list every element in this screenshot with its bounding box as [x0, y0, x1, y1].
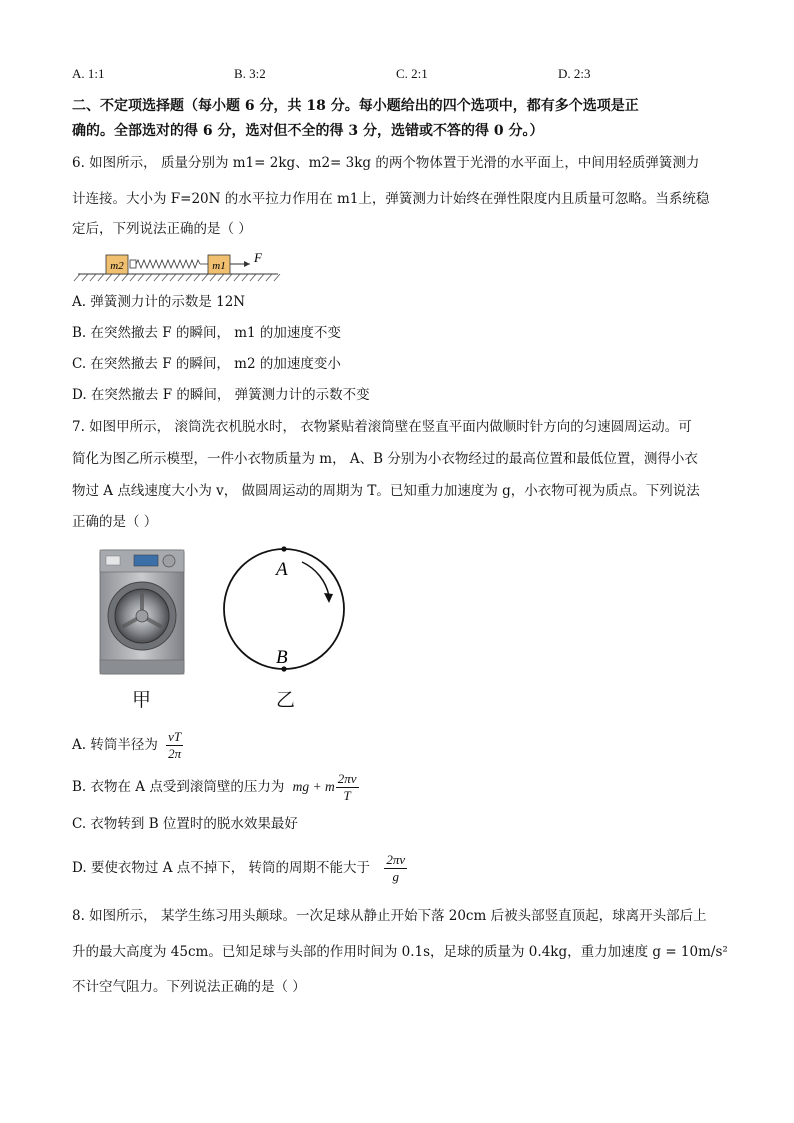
q7-option-a-fraction — [166, 729, 183, 762]
q6-option-c[interactable]: C. 在突然撤去 F 的瞬间， m2 的加速度变小 — [72, 356, 341, 372]
block-m1-label: m1 — [212, 260, 226, 272]
q7-option-b-expr: mg + m — [292, 779, 335, 794]
washing-machine-image — [98, 548, 186, 678]
q6-stem-line3: 定后，下列说法正确的是（ ） — [72, 221, 252, 237]
figure-label-yi: 乙 — [276, 689, 296, 711]
block-m2-label: m2 — [110, 260, 124, 272]
point-a-dot — [281, 546, 286, 551]
point-b-label: B — [276, 647, 288, 668]
q7-option-b[interactable] — [72, 766, 359, 808]
circle-motion-diagram — [218, 546, 352, 676]
q7-option-b-text: B. 衣物在 A 点受到滚筒壁的压力为 — [72, 779, 285, 795]
frac-denominator: g — [392, 869, 399, 884]
q6-spring-figure — [72, 248, 292, 282]
force-arrow-icon — [244, 261, 250, 267]
spring-scale — [136, 260, 200, 268]
force-label: F — [254, 250, 262, 265]
q5-option-c[interactable]: C. 2:1 — [396, 66, 428, 81]
q5-option-d[interactable]: D. 2:3 — [558, 66, 591, 81]
frac-numerator: 2πv — [386, 852, 406, 867]
q7-option-c[interactable]: C. 衣物转到 B 位置时的脱水效果最好 — [72, 816, 298, 832]
q7-option-d[interactable] — [72, 847, 407, 889]
arrow-down-icon — [324, 593, 333, 603]
frac-numerator: 2πv — [337, 771, 357, 786]
frac-denominator: T — [343, 788, 351, 803]
point-a-label: A — [276, 559, 288, 580]
clockwise-arc — [302, 562, 329, 596]
dial-icon — [163, 555, 175, 567]
q8-stem-line2: 升的最大高度为 45cm。已知足球与头部的作用时间为 0.1s，足球的质量为 0.4kg，重力加速度 g = 10m/s² — [72, 944, 728, 960]
q7-option-d-fraction — [384, 852, 407, 885]
q6-option-a[interactable]: A. 弹簧测力计的示数是 12N — [72, 294, 246, 310]
q7-option-b-fraction — [336, 771, 359, 804]
q5-option-b[interactable]: B. 3:2 — [234, 66, 266, 81]
q7-option-a-text: A. 转筒半径为 — [72, 737, 158, 753]
q7-stem-line4: 正确的是（ ） — [72, 514, 158, 530]
control-display — [134, 555, 158, 566]
q8-stem-line1: 8. 如图所示， 某学生练习用头颠球。一次足球从静止开始下落 20cm 后被头部竖直顶起，球离开头部后上 — [72, 908, 707, 924]
q7-option-a[interactable] — [72, 724, 183, 766]
q7-stem-line1: 7. 如图甲所示， 滚筒洗衣机脱水时， 衣物紧贴着滚筒壁在竖直平面内做顺时针方向的匀速圆周运动。可 — [72, 419, 692, 435]
q7-stem-line2: 简化为图乙所示模型，一件小衣物质量为 m， A、B 分别为小衣物经过的最高位置和最低位置，测得小衣 — [72, 451, 698, 467]
q6-stem-line1: 6. 如图所示， 质量分别为 m1= 2kg、m2= 3kg 的两个物体置于光滑的水平面上，中间用轻质弹簧测力 — [72, 155, 700, 171]
frac-numerator: vT — [168, 729, 182, 744]
q5-option-a[interactable]: A. 1:1 — [72, 66, 105, 81]
section2-heading-line2: 确的。全部选对的得 6 分，选对但不全的得 3 分，选错或不答的得 0 分。） — [72, 123, 544, 139]
q6-stem-line2: 计连接。大小为 F=20N 的水平拉力作用在 m1上，弹簧测力计始终在弹性限度内且质量可忽略。当系统稳 — [72, 191, 710, 207]
q6-option-d[interactable]: D. 在突然撤去 F 的瞬间， 弹簧测力计的示数不变 — [72, 387, 370, 403]
figure-label-jia: 甲 — [132, 689, 152, 711]
section2-heading-line1: 二、不定项选择题（每小题 6 分，共 18 分。每小题给出的四个选项中，都有多个选项是正 — [72, 98, 639, 114]
q7-stem-line3: 物过 A 点线速度大小为 v， 做圆周运动的周期为 T。已知重力加速度为 g，小衣物可视为质点。下列说法 — [72, 483, 700, 499]
q6-option-b[interactable]: B. 在突然撤去 F 的瞬间， m1 的加速度不变 — [72, 325, 341, 341]
q8-stem-line3: 不计空气阻力。下列说法正确的是（ ） — [72, 979, 306, 995]
q7-option-d-text: D. 要使衣物过 A 点不掉下， 转筒的周期不能大于 — [72, 860, 371, 876]
frac-denominator: 2π — [168, 746, 182, 761]
